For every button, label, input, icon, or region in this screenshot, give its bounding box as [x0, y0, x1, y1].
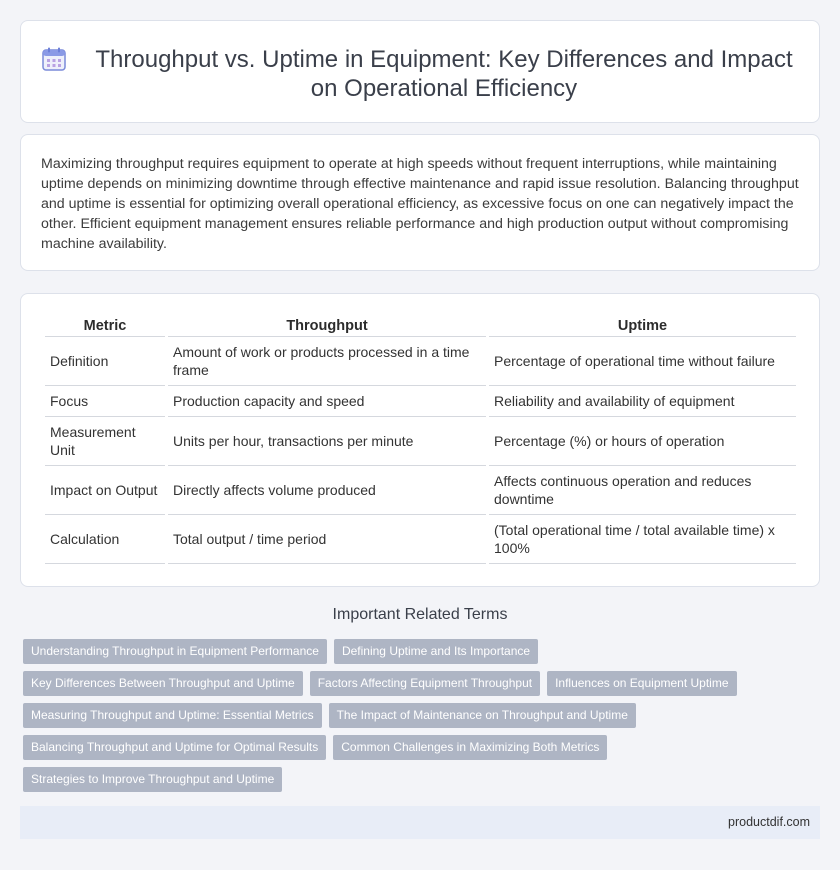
table-cell: Units per hour, transactions per minute	[168, 417, 486, 466]
table-row	[45, 417, 796, 466]
table-cell: Directly affects volume produced	[168, 466, 486, 515]
page-title: Throughput vs. Uptime in Equipment: Key Differences and Impact on Operational Efficiency	[95, 46, 793, 102]
related-term-tag[interactable]: Common Challenges in Maximizing Both Metrics	[333, 735, 607, 760]
table-row	[45, 515, 796, 564]
related-terms-title: Important Related Terms	[332, 606, 508, 623]
related-term-tag[interactable]: Measuring Throughput and Uptime: Essential Metrics	[23, 703, 322, 728]
table-cell: Percentage of operational time without failure	[489, 337, 796, 386]
table-cell: Calculation	[45, 515, 165, 564]
related-term-tag[interactable]: The Impact of Maintenance on Throughput and Uptime	[329, 703, 636, 728]
table-cell: Percentage (%) or hours of operation	[489, 417, 796, 466]
related-term-tag[interactable]: Understanding Throughput in Equipment Performance	[23, 639, 327, 664]
table-header-row	[45, 315, 796, 337]
table-cell: (Total operational time / total available time) x 100%	[489, 515, 796, 564]
related-term-tag[interactable]: Key Differences Between Throughput and Uptime	[23, 671, 303, 696]
related-term-tag[interactable]: Strategies to Improve Throughput and Uptime	[23, 767, 282, 792]
table-cell: Definition	[45, 337, 165, 386]
header-metric: Metric	[45, 315, 165, 337]
related-term-tag[interactable]: Defining Uptime and Its Importance	[334, 639, 538, 664]
related-term-tag[interactable]: Factors Affecting Equipment Throughput	[310, 671, 540, 696]
table-cell: Impact on Output	[45, 466, 165, 515]
table-row	[45, 466, 796, 515]
related-term-tag[interactable]: Influences on Equipment Uptime	[547, 671, 736, 696]
header-throughput: Throughput	[168, 315, 486, 337]
comparison-table	[42, 315, 799, 564]
related-terms-list	[23, 639, 803, 799]
table-cell: Measurement Unit	[45, 417, 165, 466]
intro-paragraph: Maximizing throughput requires equipment to operate at high speeds without frequent interruptions, while maintaining uptime depends on minimizing downtime through effective maintenance and rapid issue resolution. Balancing throughput and uptime is essential for optimizing overall operational efficiency, as excessive focus on one can negatively impact the other. Efficient equipment management ensures reliable performance and high production output without compromising machine availability.	[41, 156, 799, 252]
comparison-table-card	[20, 293, 820, 587]
footer	[20, 806, 820, 839]
table-cell: Amount of work or products processed in a time frame	[168, 337, 486, 386]
table-cell: Production capacity and speed	[168, 386, 486, 417]
footer-site-link[interactable]: productdif.com	[728, 815, 810, 829]
calendar-icon	[41, 46, 67, 72]
related-term-tag[interactable]: Balancing Throughput and Uptime for Optimal Results	[23, 735, 326, 760]
header-uptime: Uptime	[489, 315, 796, 337]
table-cell: Affects continuous operation and reduces downtime	[489, 466, 796, 515]
intro-card	[20, 134, 820, 271]
table-cell: Reliability and availability of equipment	[489, 386, 796, 417]
table-row	[45, 337, 796, 386]
title-card	[20, 20, 820, 123]
table-row	[45, 386, 796, 417]
table-cell: Total output / time period	[168, 515, 486, 564]
title-wrap	[21, 21, 819, 103]
table-cell: Focus	[45, 386, 165, 417]
